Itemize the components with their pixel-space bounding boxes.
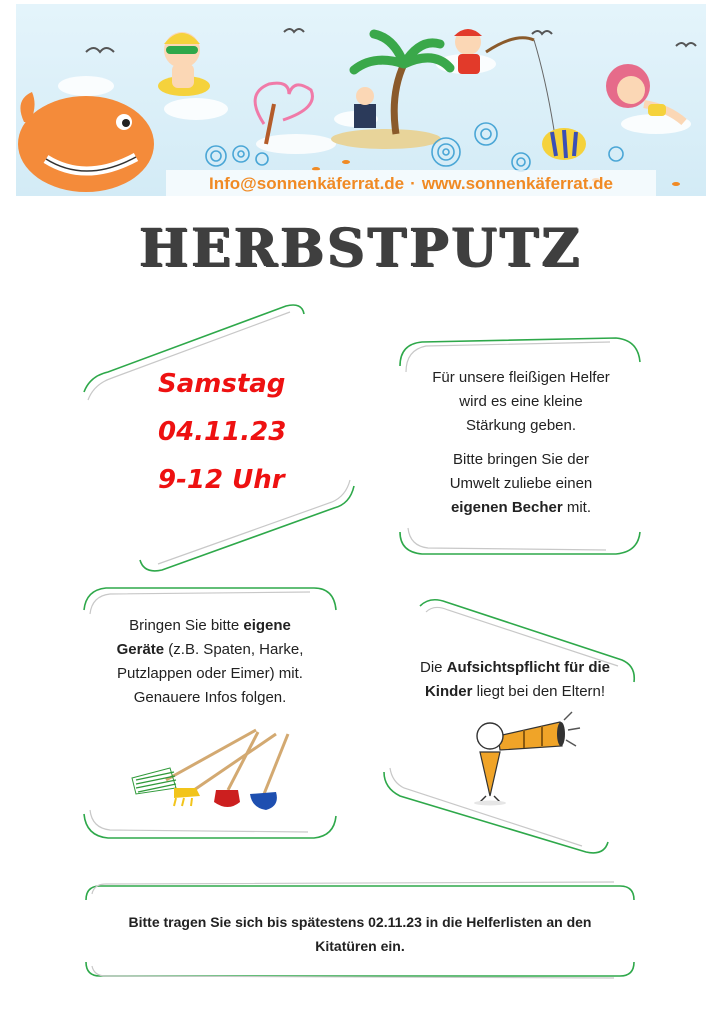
supervision-emphasis-1: Aufsichtspflicht für die	[446, 659, 611, 676]
website-link[interactable]: www.sonnenkäferrat.de	[421, 174, 613, 193]
supervision-emphasis-2: Kinder	[424, 683, 473, 700]
cup-line-1: Bitte bringen Sie der	[453, 451, 589, 468]
tools-line-1-text: Bringen Sie bitte	[129, 617, 244, 634]
event-date: 04.11.23	[158, 417, 287, 447]
tools-line-1	[80, 614, 340, 638]
email-link[interactable]: Info@sonnenkäferrat.de	[209, 174, 405, 193]
contact-separator: ·	[410, 174, 416, 193]
signup-line-2: Kitatüren ein.	[315, 938, 405, 954]
signup-box	[84, 880, 636, 980]
event-day: Samstag	[158, 369, 286, 399]
swimmer-kid-illustration	[158, 32, 210, 96]
refreshment-line-3: Stärkung geben.	[465, 417, 577, 434]
pirate-island-illustration	[331, 34, 450, 149]
refreshment-line-2: wird es eine kleine	[459, 393, 583, 410]
page-title: HERBSTPUTZ	[139, 218, 583, 279]
supervision-line-2-text: liegt bei den Eltern!	[472, 683, 606, 700]
tools-emphasis-1: eigene	[243, 617, 291, 634]
tools-line-2-text: (z.B. Spaten, Harke,	[164, 641, 304, 658]
tools-line-4: Genauere Infos folgen.	[133, 689, 287, 706]
garden-tools-icon	[126, 728, 296, 818]
tools-emphasis-2: Geräte	[116, 641, 165, 658]
tools-line-3: Putzlappen oder Eimer) mit.	[117, 665, 303, 682]
girl-swimming-illustration	[606, 64, 684, 122]
contact-line	[166, 170, 656, 196]
supervision-box	[380, 596, 642, 854]
refreshment-box	[396, 336, 646, 558]
event-time: 9-12 Uhr	[158, 465, 285, 495]
whale-illustration	[18, 92, 154, 192]
date-box	[80, 300, 365, 575]
cup-emphasis: eigenen Becher	[450, 499, 563, 516]
cup-line-2: Umwelt zuliebe einen	[449, 475, 593, 492]
tools-box	[80, 582, 340, 844]
supervision-line-1	[392, 656, 638, 680]
refreshment-line-1: Für unsere fleißigen Helfer	[432, 369, 610, 386]
cup-line-3	[396, 496, 646, 520]
supervision-line-1-text: Die	[419, 659, 447, 676]
supervision-line-2	[392, 680, 638, 704]
tools-line-2	[80, 638, 340, 662]
cup-line-3-rest: mit.	[562, 499, 592, 516]
header-banner	[16, 4, 706, 196]
signup-line-1: Bitte tragen Sie sich bis spätestens 02.11.23 in die Helferlisten an den	[128, 914, 592, 930]
fishing-kid-illustration	[454, 29, 586, 160]
banner-illustration	[16, 4, 706, 196]
telescope-figure-icon	[464, 706, 584, 806]
